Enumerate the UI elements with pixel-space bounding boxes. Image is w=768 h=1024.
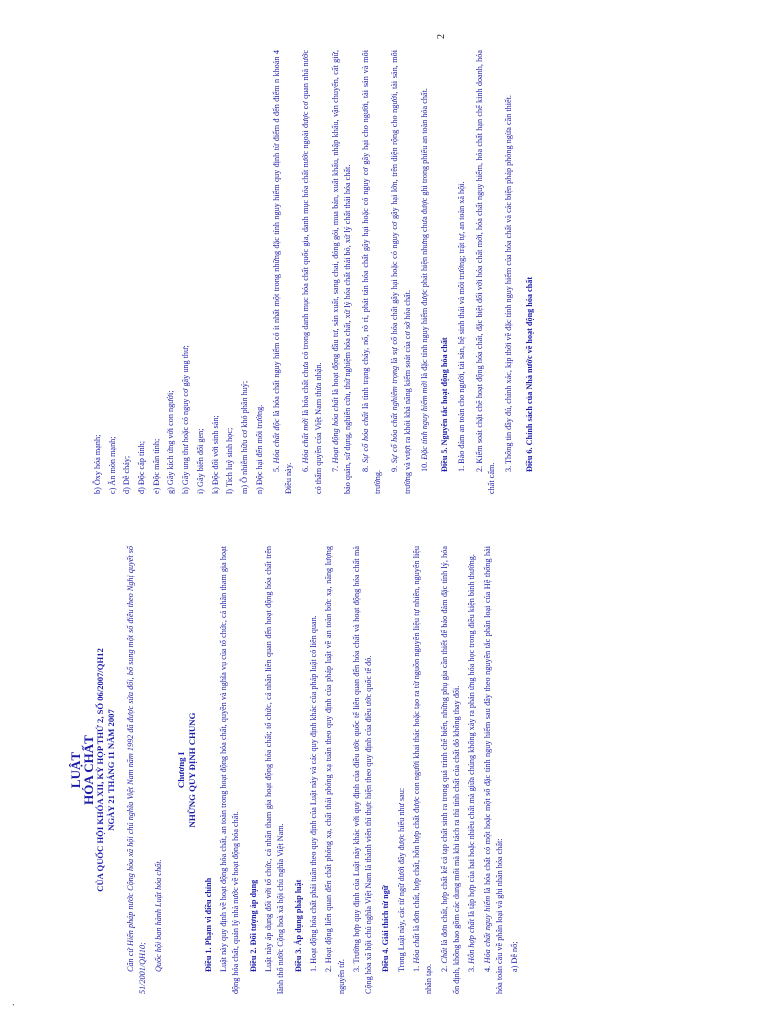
article-2-text: Luật này áp dụng đối với tổ chức, cá nhân tham gia hoạt động hóa chất; tổ chức, cá nhân liên quan đến hoạt động hóa chất trên lãnh thổ nước Cộng hoà xã hội chủ nghĩa Việt Nam. <box>264 546 286 994</box>
definition-term: Chất <box>439 947 449 964</box>
definition-10: 10. Đặc tính nguy hiểm mới là đặc tính nguy hiểm được phát hiện nhưng chưa được ghi trong phiếu an toàn hóa chất. <box>419 88 429 472</box>
assembly-line: CỦA QUỐC HỘI KHÓA XII, KỲ HỌP THỨ 2, SỐ 06/2007/QH12 <box>95 648 105 892</box>
definition-3: 3. Hỗn hợp chất là tập hợp của hai hoặc nhiều chất mà giữa chúng không xảy ra phản ứng hóa học trong điều kiện bình thường. <box>467 554 477 972</box>
hazard-item: đ) Độc cấp tính; <box>137 441 147 494</box>
definition-term: Sự cố hóa chất <box>360 411 370 463</box>
article-5-clause-2: 2. Kiểm soát chặt chẽ hoạt động hóa chất, đặc biệt đối với hóa chất mới, hóa chất nguy hiểm, hóa chất hạn chế kinh doanh, hóa chất cấm. <box>474 50 497 494</box>
hazard-item: k) Độc đối với sinh sản; <box>210 415 220 494</box>
article-4-title: Điều 4. Giải thích từ ngữ <box>381 885 391 972</box>
article-6-title: Điều 6. Chính sách của Nhà nước về hoạt động hóa chất <box>524 276 534 472</box>
margin-mark: . <box>6 1003 17 1006</box>
hazard-item: d) Dễ cháy; <box>122 455 132 494</box>
definition-8: 8. Sự cố hóa chất là tình trạng cháy, nổ, rò rỉ, phát tán hóa chất gây hại hoặc có nguy cơ gây hại cho người, tài sản và môi trường. <box>360 50 382 494</box>
hazard-item: l) Tích luỹ sinh học; <box>225 427 235 494</box>
hazard-item: e) Độc mãn tính; <box>151 438 161 494</box>
definition-term: Đặc tính nguy hiểm mới <box>419 380 429 460</box>
right-page <box>0 50 768 494</box>
article-1-title: Điều 1. Phạm vi điều chỉnh <box>203 877 213 972</box>
definition-4: 4. Hóa chất nguy hiểm là hóa chất có một hoặc một số đặc tính nguy hiểm sau đây theo nguyên tắc phân loại của Hệ thống hài hòa toàn cầu về phân loại và ghi nhãn hóa chất: <box>482 546 504 994</box>
date-line: NGÀY 21 THÁNG 11 NĂM 2007 <box>105 709 116 831</box>
law-name: HÓA CHẤT <box>81 735 96 805</box>
chapter-title: NHỮNG QUY ĐỊNH CHUNG <box>186 712 197 828</box>
definition-term: Sự cố hóa chất nghiêm trọng <box>390 365 400 464</box>
article-5-title: Điều 5. Nguyên tắc hoạt động hóa chất <box>440 337 450 472</box>
hazard-item: m) Ô nhiễm hữu cơ khó phân huỷ; <box>239 380 249 494</box>
preamble-basis: Căn cứ Hiến pháp nước Cộng hòa xã hội chủ nghĩa Việt Nam năm 1992 đã được sửa đổi, bổ sung một số điều theo Nghị quyết số 51/2001/QH10; <box>126 546 148 994</box>
article-3-clause-3: 3. Trường hợp quy định của Luật này khác với quy định của điều ước quốc tế liên quan đến hóa chất và hoạt động hóa chất mà Cộng hòa xã hội chủ nghĩa Việt Nam là thành viên thì thực hiện theo quy định của điều ước quốc tế đó. <box>351 546 374 994</box>
left-page <box>0 546 768 994</box>
preamble-enact: Quốc hội ban hành Luật hóa chất. <box>153 859 163 972</box>
article-2-title: Điều 2. Đối tượng áp dụng <box>248 879 258 972</box>
article-3-clause-2: 2. Hoạt động liên quan đến chất phóng xạ, chất thải phóng xạ tuân theo quy định của pháp luật về an toàn bức xạ, năng lượng nguyên tử. <box>324 546 346 994</box>
definition-9: 9. Sự cố hóa chất nghiêm trọng là sự cố hóa chất gây hại hoặc có nguy cơ gây hại lớn, trên diện rộng cho người, tài sản, môi trường và vượt ra khỏi khả năng kiểm soát của cơ sở hóa chất. <box>390 49 412 494</box>
article-4-intro: Trong Luật này, các từ ngữ dưới đây được hiểu như sau: <box>396 787 406 972</box>
page-number: 2 <box>436 34 447 39</box>
definition-term: Hỗn hợp chất <box>467 918 477 964</box>
definition-term: Hóa chất <box>412 933 422 964</box>
hazard-item: g) Gây kích ứng với con người; <box>166 390 176 494</box>
article-1-text: Luật này quy định về hoạt động hóa chất, an toàn trong hoạt động hóa chất, quyền và nghĩa vụ của tổ chức, cá nhân tham gia hoạt động hóa chất, quản lý nhà nước về hoạt động hóa chất. <box>219 546 241 994</box>
definition-7: 7. Hoạt động hóa chất là hoạt động đầu tư, sản xuất, sang chai, đóng gói, mua bán, xuất khẩu, nhập khẩu, vận chuyển, cất giữ, bảo quản, sử dụng, nghiên cứu, thử nghiệm hóa chất, xử lý hóa chất thải bỏ, xử lý chất thải hóa chất. <box>331 50 353 494</box>
definition-term: Hóa chất mới <box>301 418 311 464</box>
definition-term: Hóa chất độc <box>271 418 281 464</box>
hazard-item: c) Ăn mòn mạnh; <box>107 436 117 494</box>
hazard-item: i) Gây biến đổi gen; <box>195 428 205 494</box>
hazard-item: b) Ôxy hóa mạnh; <box>93 434 102 494</box>
definition-term: Hóa chất nguy hiểm <box>482 895 492 964</box>
hazard-item: n) Độc hại đến môi trường. <box>254 404 264 494</box>
definition-5: 5. Hóa chất độc là hóa chất nguy hiểm có ít nhất một trong những đặc tính nguy hiểm quy định từ điểm đ đến điểm n khoản 4 Điều này. <box>271 50 294 494</box>
article-3-clause-1: 1. Hoạt động hóa chất phải tuân theo quy định của Luật này và các quy định khác của pháp luật có liên quan. <box>308 615 318 972</box>
definition-2: 2. Chất là đơn chất, hợp chất kể cả tạp chất sinh ra trong quá trình chế biến, những phụ gia cần thiết để bảo đảm đặc tính lý, hóa ổn định, không bao gồm các dung môi mà khi tách ra thì tính chất của chất đó không thay đổi. <box>439 546 461 994</box>
hazard-list <box>92 50 266 494</box>
hazard-item: h) Gây ung thư hoặc có nguy cơ gây ung thư; <box>181 345 191 494</box>
article-5-clause-3: 3. Thông tin đầy đủ, chính xác, kịp thời về đặc tính nguy hiểm của hóa chất và các biện pháp phòng ngừa cần thiết. <box>504 95 514 472</box>
law-heading: LUẬT <box>68 751 83 789</box>
chapter-number: Chương I <box>175 751 186 789</box>
hazard-item: a) Dễ nổ; <box>510 941 520 972</box>
definition-1: 1. Hóa chất là đơn chất, hợp chất, hỗn hợp chất được con người khai thác hoặc tạo ra từ nguồn nguyên liệu tự nhiên, nguyên liệu nhân tạo. <box>412 545 434 994</box>
article-3-title: Điều 3. Áp dụng pháp luật <box>293 879 303 972</box>
article-5-clause-1: 1. Bảo đảm an toàn cho người, tài sản, hệ sinh thái và môi trường; trật tự, an toàn xã hội. <box>457 181 467 472</box>
definition-term: Hoạt động hóa chất <box>331 397 341 464</box>
definition-6: 6. Hóa chất mới là hóa chất chưa có trong danh mục hóa chất quốc gia, danh mục hóa chất nước ngoài được cơ quan nhà nước có thẩm quyền của Việt Nam thừa nhận. <box>301 50 323 494</box>
